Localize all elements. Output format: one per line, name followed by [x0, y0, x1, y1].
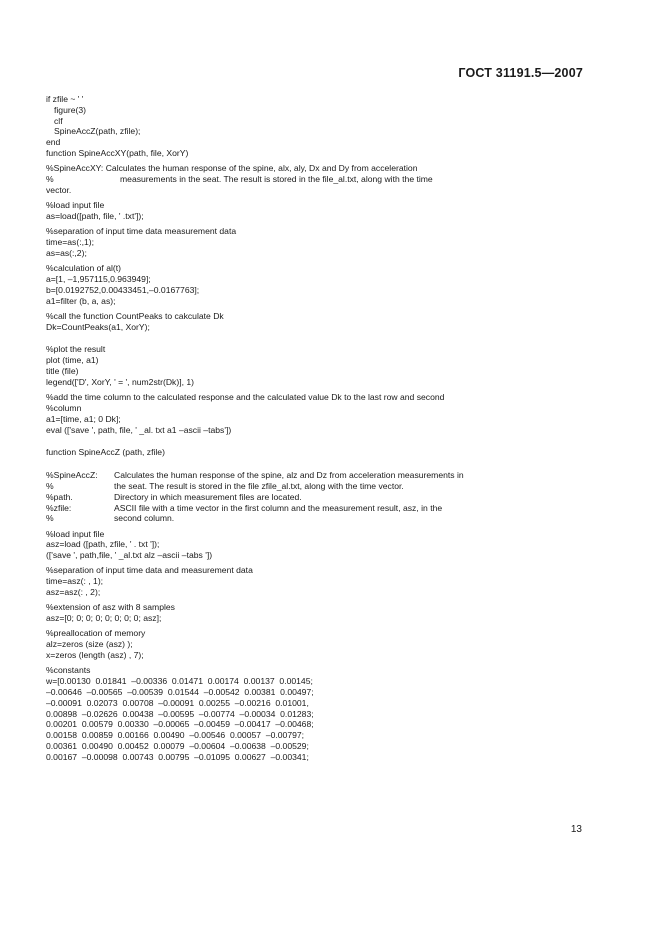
- code-block-spineaccz-comment: [46, 470, 586, 524]
- code-line: clf: [54, 115, 63, 126]
- code-line: %separation of input time data measurement data: [46, 226, 237, 237]
- document-header: ГОСТ 31191.5—2007: [458, 66, 583, 80]
- code-line: time=asz(: , 1);: [46, 576, 104, 587]
- code-line: –0.00646 –0.00565 –0.00539 0.01544 –0.00542 0.00381 0.00497;: [46, 686, 314, 697]
- code-line: %plot the result: [46, 344, 106, 355]
- code-line: %add the time column to the calculated response and the calculated value Dk to the last row and second: [46, 392, 445, 403]
- comment-text: the seat. The result is stored in the file zfile_al.txt, along with the time vector.: [114, 480, 404, 491]
- code-line: %column: [46, 402, 82, 413]
- comment-text: Calculates the human response of the spine, alz and Dz from acceleration measurements in: [114, 470, 464, 481]
- comment-text: Directory in which measurement files are located.: [114, 491, 302, 502]
- comment-key: %path.: [46, 491, 73, 502]
- code-line: 0.00361 0.00490 0.00452 0.00079 –0.00604 –0.00638 –0.00529;: [46, 740, 309, 751]
- comment-text: measurements in the seat. The result is stored in the file_al.txt, along with the time: [120, 174, 433, 185]
- code-line: time=as(:,1);: [46, 237, 94, 248]
- code-line: vector.: [46, 184, 72, 195]
- code-block-extension: [46, 602, 586, 624]
- code-block-function-spineaccz: [46, 447, 586, 458]
- code-block-preallocation: [46, 628, 586, 660]
- code-line: asz=asz(: , 2);: [46, 587, 101, 598]
- code-line: SpineAccZ(path, zfile);: [54, 126, 141, 137]
- code-line: title (file): [46, 366, 79, 377]
- code-line: [46, 503, 586, 514]
- code-block-countpeaks: [46, 311, 586, 333]
- code-line: –0.00091 0.02073 0.00708 –0.00091 0.00255 –0.00216 0.01001,: [46, 697, 309, 708]
- code-block-add-time: [46, 392, 586, 435]
- code-block-calculation: [46, 263, 586, 306]
- code-line: (['save ', path,file, ' _al.txt alz –ascii –tabs ']): [46, 550, 213, 561]
- code-block-separation-z: [46, 565, 586, 597]
- code-line: end: [46, 137, 61, 148]
- code-line: %separation of input time data and measurement data: [46, 565, 253, 576]
- comment-text: second column.: [114, 513, 175, 524]
- code-line: %preallocation of memory: [46, 628, 146, 639]
- code-line: a=[1, –1,957115,0.963949];: [46, 273, 151, 284]
- code-block-load-zfile: [46, 529, 586, 561]
- code-line: a1=filter (b, a, as);: [46, 295, 116, 306]
- comment-key: %SpineAccZ:: [46, 470, 98, 481]
- code-line: alz=zeros (size (asz) );: [46, 639, 133, 650]
- code-line: %constants: [46, 665, 91, 676]
- code-line: legend(['D', XorY, ' = ', num2str(Dk)], 1): [46, 376, 195, 387]
- code-block-separation: [46, 226, 586, 258]
- code-line: [46, 470, 586, 481]
- code-line: a1=[time, a1; 0 Dk];: [46, 413, 121, 424]
- comment-marker: %: [46, 174, 54, 185]
- code-line: eval (['save ', path, file, ' _al. txt a1 –ascii –tabs']): [46, 424, 232, 435]
- code-line: plot (time, a1): [46, 355, 99, 366]
- code-block-plot: [46, 344, 586, 387]
- code-line: figure(3): [54, 104, 86, 115]
- code-line: if zfile ~ ' ': [46, 94, 84, 104]
- code-line: asz=[0; 0; 0; 0; 0; 0; 0; 0; asz];: [46, 613, 162, 624]
- code-block-if-zfile: [46, 94, 586, 159]
- code-line: function SpineAccXY(path, file, XorY): [46, 147, 189, 158]
- code-line: [46, 513, 586, 524]
- code-line: b=[0.0192752,0.00433451,–0.0167763];: [46, 284, 200, 295]
- code-line: [46, 492, 586, 503]
- code-line: 0.00898 –0.02626 0.00438 –0.00595 –0.00774 –0.00034 0.01283;: [46, 708, 314, 719]
- comment-key: %zfile:: [46, 502, 72, 513]
- code-line: as=load([path, file, ' .txt']);: [46, 210, 144, 221]
- code-line: 0.00201 0.00579 0.00330 –0.00065 –0.00459 –0.00417 –0.00468;: [46, 719, 314, 730]
- code-listing: [46, 94, 586, 767]
- code-block-spineaccxy-comment: [46, 163, 586, 195]
- code-line: w=[0.00130 0.01841 –0.00336 0.01471 0.00174 0.00137 0.00145;: [46, 676, 313, 687]
- code-line: %extension of asz with 8 samples: [46, 602, 175, 613]
- comment-text: ASCII file with a time vector in the first column and the measurement result, asz, in the: [114, 502, 443, 513]
- page-number: 13: [570, 824, 582, 835]
- code-line: Dk=CountPeaks(a1, XorY);: [46, 321, 150, 332]
- code-line: 0.00158 0.00859 0.00166 0.00490 –0.00546 0.00057 –0.00797;: [46, 730, 305, 741]
- code-line: %load input file: [46, 528, 105, 539]
- code-block-load-input: [46, 200, 586, 222]
- code-line: [46, 481, 586, 492]
- code-line: as=as(:,2);: [46, 247, 87, 258]
- code-line: x=zeros (length (asz) , 7);: [46, 650, 144, 661]
- code-block-constants: [46, 665, 586, 762]
- code-line: %SpineAccXY: Calculates the human response of the spine, alx, aly, Dx and Dy from acceleration: [46, 163, 418, 174]
- code-line: [46, 174, 586, 185]
- code-line: %load input file: [46, 200, 105, 211]
- comment-key: %: [46, 513, 54, 524]
- code-line: asz=load ([path, zfile, ' . txt ']);: [46, 539, 160, 550]
- comment-key: %: [46, 480, 54, 491]
- code-line: %calculation of al(t): [46, 263, 121, 274]
- code-line: function SpineAccZ (path, zfile): [46, 447, 165, 458]
- code-line: 0.00167 –0.00098 0.00743 0.00795 –0.01095 0.00627 –0.00341;: [46, 751, 309, 762]
- code-line: %call the function CountPeaks to cakculate Dk: [46, 310, 224, 321]
